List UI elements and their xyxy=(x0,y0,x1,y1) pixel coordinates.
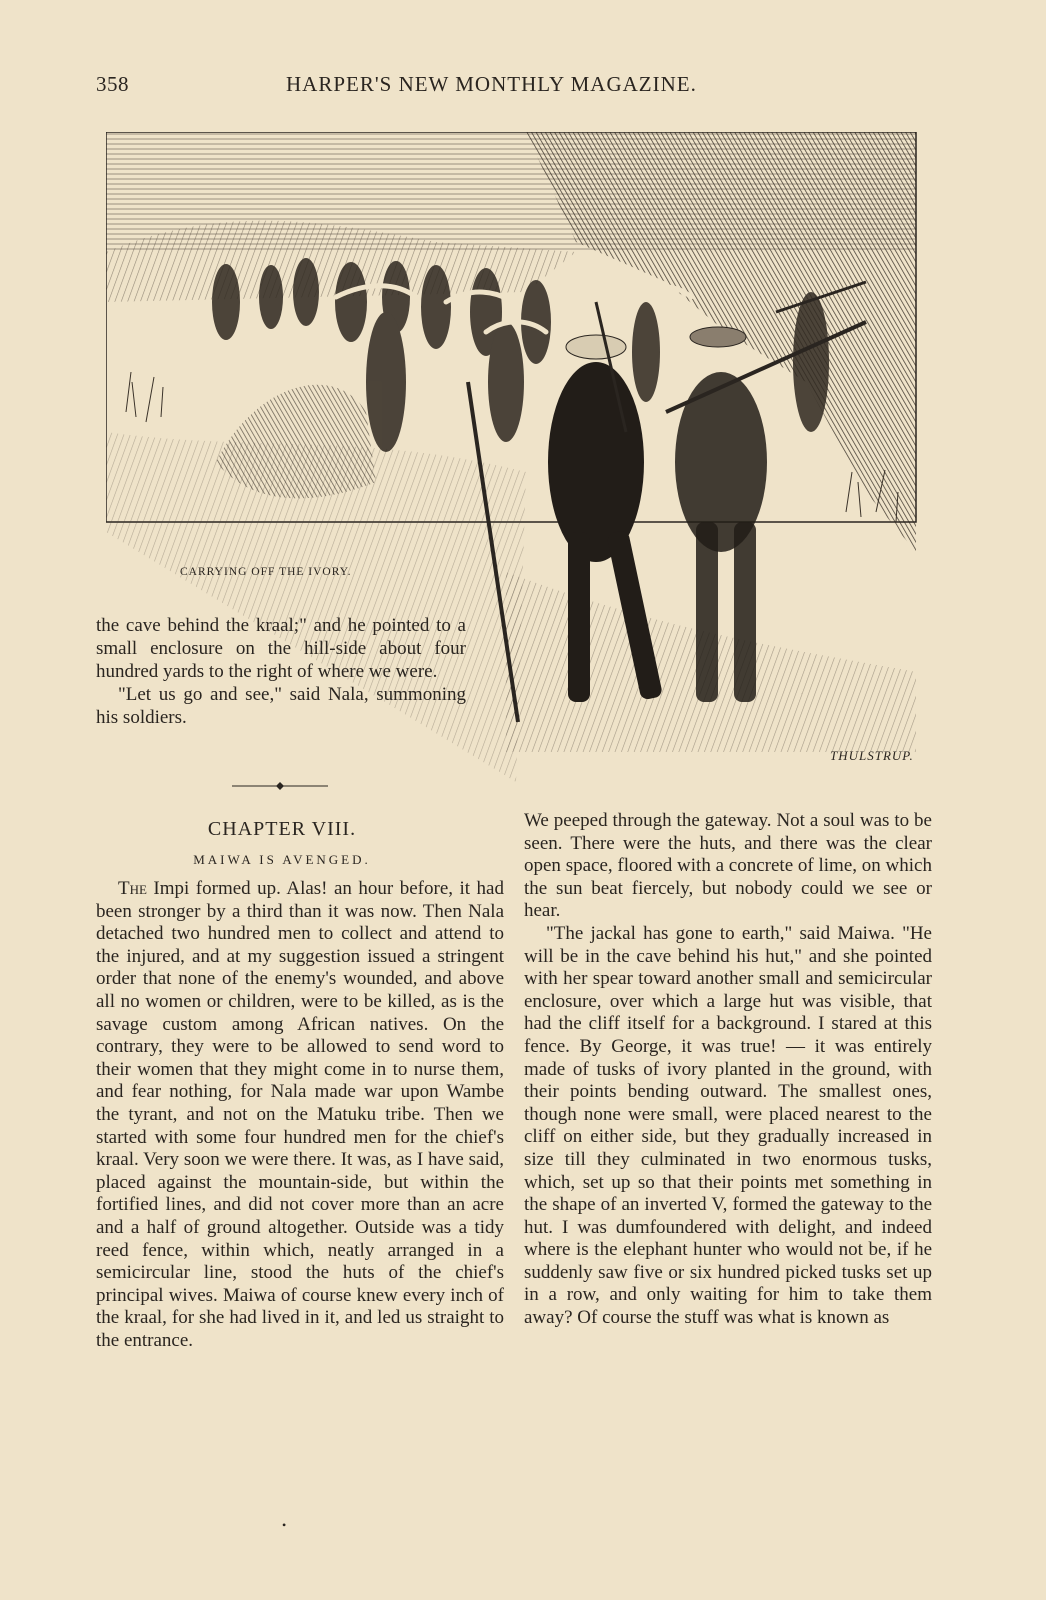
left-paragraph-1 xyxy=(96,878,504,1352)
illustration-caption: CARRYING OFF THE IVORY. xyxy=(180,566,352,578)
left-column xyxy=(96,878,504,1352)
section-ornament xyxy=(232,780,328,792)
intro-text xyxy=(96,614,466,729)
right-paragraph-1: We peeped through the gateway. Not a soul was to be seen. There were the huts, and there was the clear open space, floored with a concrete of lime, on which the sun beat fiercely, but nobody could we see or hear. xyxy=(524,810,932,922)
print-mark: • xyxy=(282,1518,287,1532)
lead-word: The xyxy=(118,878,147,899)
right-paragraph-2: "The jackal has gone to earth," said Maiwa. "He will be in the cave behind his hut," and she pointed with her spear toward another small and semicircular enclosure, over which a large hut was visible, that had the cliff itself for a background. I stared at this fence. By George, it was true! — it was entirely made of tusks of ivory planted in the ground, with their points bending outward. The smallest ones, though none were small, were placed nearest to the cliff on either side, but they gradually increased in size till they culminated in two enormous tusks, which, set up so that their points met something in the shape of an inverted V, formed the gateway to the hut. I was dumfoundered with delight, and indeed where is the elephant hunter who would not be, if he suddenly saw five or six hundred picked tusks set up in a row, and only waiting for him to take them away? Of course the stuff was what is known as xyxy=(524,922,932,1329)
artist-signature: THULSTRUP. xyxy=(830,748,914,763)
right-column xyxy=(524,810,932,1330)
running-header xyxy=(96,72,948,102)
chapter-subtitle: MAIWA IS AVENGED. xyxy=(193,852,371,867)
magazine-title: HARPER'S NEW MONTHLY MAGAZINE. xyxy=(286,72,697,96)
chapter-title: CHAPTER VIII. xyxy=(207,818,357,840)
intro-paragraph-2: "Let us go and see," said Nala, summoning his soldiers. xyxy=(96,684,466,728)
left-paragraph-text: Impi formed up. Alas! an hour before, it had been stronger by a third than it was now. Then Nala detached two hundred men to collect and attend to the injured, and at my suggestion issued a stringent order that none of the enemy's wounded, and above all no women or children, were to be killed, as is the savage custom among African natives. On the contrary, they were to be allowed to send word to their women that they might come in to nurse them, and fear nothing, for Nala made war upon Wambe the tyrant, and not on the Matuku tribe. Then we started with some four hundred men for the chief's kraal. Very soon we were there. It was, as I have said, placed against the mountain-side, but within the fortified lines, and did not cover more than an acre and a half of ground altogether. Outside was a tidy reed fence, within which, neatly arranged in a semicircular line, stood the huts of the chief's principal wives. Maiwa of course knew every inch of the kraal, for she had lived in it, and led us straight to the entrance. xyxy=(96,878,504,1351)
intro-paragraph-1: the cave behind the kraal;" and he pointed to a small enclosure on the hill-side about four hundred yards to the right of where we were. xyxy=(96,615,466,682)
page-number: 358 xyxy=(96,72,129,96)
